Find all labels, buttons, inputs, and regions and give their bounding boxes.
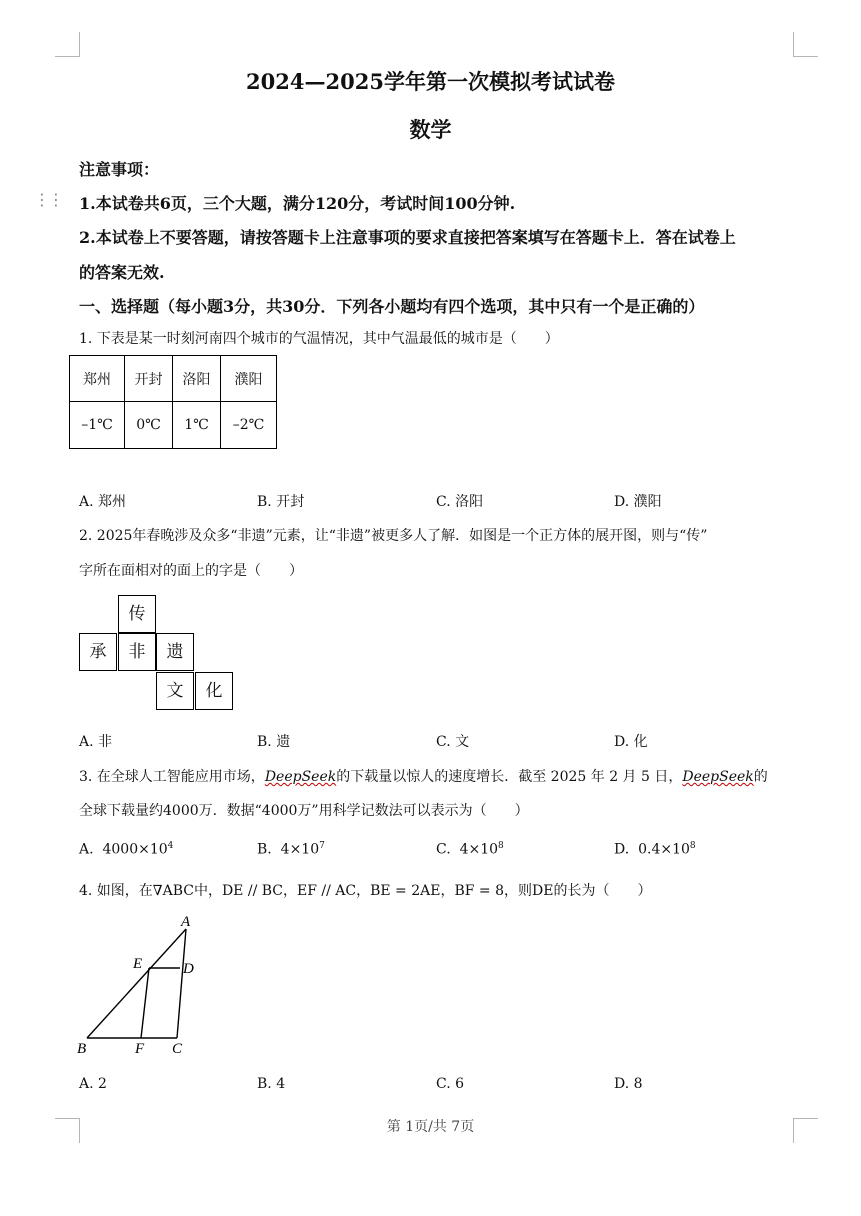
point-label-b: B [77, 1041, 87, 1057]
q4-option-d[interactable]: D. 8 [614, 1076, 643, 1092]
segment-ac [177, 929, 186, 1038]
q2-option-b[interactable]: B. 遗 [257, 734, 291, 750]
option-base: 4×10 [280, 841, 320, 858]
q1-option-d[interactable]: D. 濮阳 [614, 494, 662, 510]
point-label-f: F [135, 1041, 145, 1057]
q3-text: 的下载量以惊人的速度增长．截至 2025 年 2 月 5 日， [336, 769, 683, 785]
q1-option-b[interactable]: B. 开封 [257, 494, 305, 510]
q4-stem: 4. 如图，在∇ABC中，DE // BC，EF // AC，BE = 2AE，BF = 8，则DE的长为（ ） [79, 883, 652, 899]
temp-cell: –1℃ [70, 402, 125, 449]
q2-stem-line-1: 2. 2025年春晚涉及众多“非遗”元素，让“非遗”被更多人了解．如图是一个正方体的展开图，则与“传” [79, 528, 708, 544]
point-label-c: C [172, 1041, 183, 1057]
net-face-wen: 文 [156, 672, 194, 710]
option-label: C. [436, 841, 451, 858]
segment-ef [141, 968, 149, 1038]
notice-heading: 注意事项： [79, 160, 160, 179]
option-exponent: 8 [689, 841, 696, 851]
option-exponent: 4 [167, 841, 174, 851]
deepseek-brand: DeepSeek [264, 769, 337, 785]
q3-stem-line-2: 全球下载量约4000万．数据“4000万”用科学记数法可以表示为（ ） [79, 803, 529, 819]
q3-option-d[interactable] [614, 841, 696, 858]
q2-option-d[interactable]: D. 化 [614, 734, 648, 750]
q3-option-b[interactable] [257, 841, 325, 858]
q2-stem-line-2: 字所在面相对的面上的字是（ ） [79, 563, 303, 579]
q4-option-b[interactable]: B. 4 [257, 1076, 286, 1092]
notice-item-2: 2.本试卷上不要答题，请按答题卡上注意事项的要求直接把答案填写在答题卡上．答在试卷上 [79, 228, 736, 247]
option-base: 4×10 [459, 841, 499, 858]
city-cell: 郑州 [70, 356, 125, 402]
temp-cell: –2℃ [221, 402, 277, 449]
triangle-figure [70, 910, 220, 1060]
notice-item-2-cont: 的答案无效. [79, 263, 165, 282]
exam-title: 2024—2025学年第一次模拟考试试卷 [246, 69, 615, 94]
temperature-table [69, 355, 277, 449]
point-label-d: D [183, 961, 194, 977]
q3-stem-line-1 [79, 766, 768, 786]
net-face-cheng: 承 [79, 633, 117, 671]
q3-option-a[interactable] [79, 841, 173, 858]
notice-item-1: 1.本试卷共6页，三个大题，满分120分，考试时间100分钟. [79, 194, 516, 213]
net-face-chuan: 传 [118, 595, 156, 633]
city-cell: 洛阳 [173, 356, 221, 402]
point-label-a: A [181, 914, 191, 930]
crop-mark-top-right [793, 32, 818, 57]
city-cell: 濮阳 [221, 356, 277, 402]
crop-mark-top-left [55, 32, 80, 57]
deepseek-brand: DeepSeek [682, 769, 754, 785]
q2-option-a[interactable]: A. 非 [79, 734, 113, 750]
drag-handle-icon[interactable]: ⋮⋮ [34, 190, 62, 209]
option-base: 0.4×10 [638, 841, 690, 858]
q4-option-a[interactable]: A. 2 [79, 1076, 107, 1092]
option-label: A. [79, 841, 94, 858]
q1-option-a[interactable]: A. 郑州 [79, 494, 127, 510]
city-cell: 开封 [125, 356, 173, 402]
page-footer: 第 1页/共 7页 [386, 1119, 475, 1135]
q1-stem: 1. 下表是某一时刻河南四个城市的气温情况，其中气温最低的城市是（ ） [79, 331, 559, 347]
net-face-yi: 遗 [156, 633, 194, 671]
section-heading: 一、选择题（每小题3分，共30分．下列各小题均有四个选项，其中只有一个是正确的） [79, 297, 705, 316]
q1-option-c[interactable]: C. 洛阳 [436, 494, 484, 510]
point-label-e: E [133, 956, 143, 972]
option-label: D. [614, 841, 630, 858]
net-face-hua: 化 [195, 672, 233, 710]
temp-cell: 0℃ [125, 402, 173, 449]
option-exponent: 7 [319, 841, 325, 851]
segment-ba [87, 929, 186, 1038]
option-base: 4000×10 [102, 841, 168, 858]
q2-option-c[interactable]: C. 文 [436, 734, 470, 750]
net-face-fei: 非 [118, 633, 156, 671]
option-label: B. [257, 841, 272, 858]
temp-cell: 1℃ [173, 402, 221, 449]
q4-option-c[interactable]: C. 6 [436, 1076, 465, 1092]
exam-subject: 数学 [409, 117, 452, 142]
option-exponent: 8 [498, 841, 504, 851]
q3-text: 的 [753, 769, 768, 785]
q3-option-c[interactable] [436, 841, 504, 858]
q3-text: 3. 在全球人工智能应用市场， [79, 769, 265, 785]
